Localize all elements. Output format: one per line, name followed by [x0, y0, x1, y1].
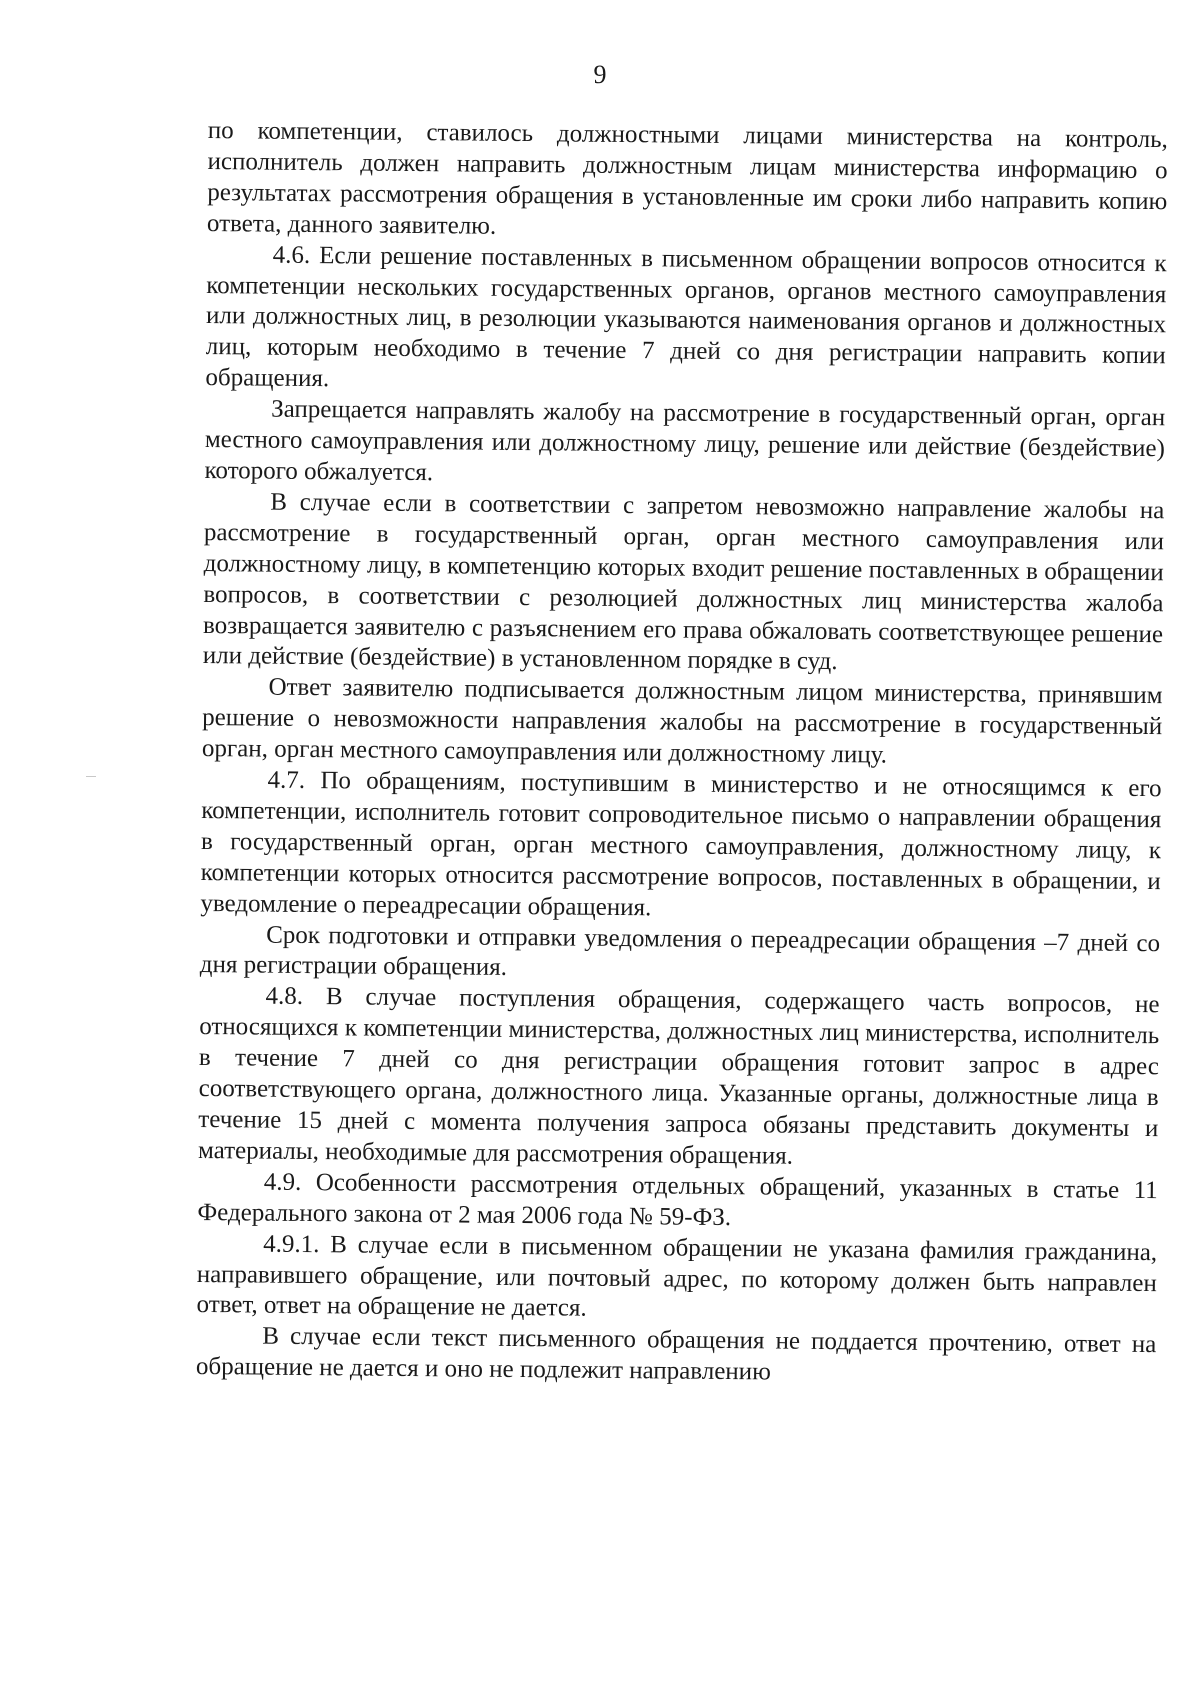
- scan-margin-mark: [86, 776, 96, 777]
- paragraph-complaint-prohibition: Запрещается направлять жалобу на рассмотрение в государственный орган, орган местного самоуправления или должностному лицу, решение или действие (бездействие) которого обжалуется.: [204, 395, 1166, 487]
- paragraph-complaint-return: В случае если в соответствии с запретом невозможно направление жалобы на рассмотрение в государственный орган, орган местного самоуправления или должностному лицу, в компетенцию которых входит решение поставленных в обращении вопросов, в соответствии с резолюцией должностных лиц министерства жалоба возвращается заявителю с разъяснением его права обжаловать соответствующее решение или действие (бездействие) в установленном порядке в суд.: [202, 488, 1165, 676]
- paragraph-4-8: 4.8. В случае поступления обращения, содержащего часть вопросов, не относящихся к компетенции министерства, должностных лиц министерства, исполнитель в течение 7 дней со дня регистрации обращения готовит запрос в адрес соответствующего органа, должностного лица. Указанные органы, должностные лица в течение 15 дней с момента получения запроса обязаны представить документы и материалы, необходимые для рассмотрения обращения.: [197, 982, 1160, 1170]
- document-body: [196, 116, 1168, 1392]
- paragraph-reply-signature: Ответ заявителю подписывается должностным лицом министерства, принявшим решение о невозможности направления жалобы на рассмотрение в государственный орган, орган местного самоуправления или должностному лицу.: [201, 673, 1163, 769]
- paragraph-4-7: 4.7. По обращениям, поступившим в министерство и не относящимся к его компетенции, исполнитель готовит сопроводительное письмо о направлении обращения в государственный орган, орган местного самоуправления, должностному лицу, к компетенции которых относится рассмотрение вопросов, поставленных в обращении, и уведомление о переадресации обращения.: [200, 766, 1162, 921]
- paragraph-unreadable-text: В случае если текст письменного обращения не поддается прочтению, ответ на обращение не дается и оно не подлежит направлению: [195, 1322, 1157, 1386]
- page-number: 9: [593, 60, 607, 89]
- paragraph-4-9-1: 4.9.1. В случае если в письменном обращении не указана фамилия гражданина, направившего обращение, или почтовый адрес, по которому должен быть направлен ответ, ответ на обращение не дается.: [196, 1230, 1158, 1323]
- paragraph-4-6: 4.6. Если решение поставленных в письменном обращении вопросов относится к компетенции нескольких государственных органов, органов местного самоуправления или должностных лиц, в резолюции указываются наименования органов и должностных лиц, которым необходимо в течение 7 дней со дня регистрации направить копии обращения.: [205, 241, 1167, 393]
- paragraph-continuation: по компетенции, ставилось должностными лицами министерства на контроль, исполнитель должен направить должностным лицам министерства информацию о результатах рассмотрения обращения в установленные им сроки либо направить копию ответа, данного заявителю.: [206, 116, 1168, 240]
- paragraph-notification-deadline: Срок подготовки и отправки уведомления о переадресации обращения –7 дней со дня регистрации обращения.: [199, 921, 1161, 982]
- paragraph-4-9: 4.9. Особенности рассмотрения отдельных обращений, указанных в статье 11 Федерального закона от 2 мая 2006 года № 59-ФЗ.: [197, 1168, 1158, 1231]
